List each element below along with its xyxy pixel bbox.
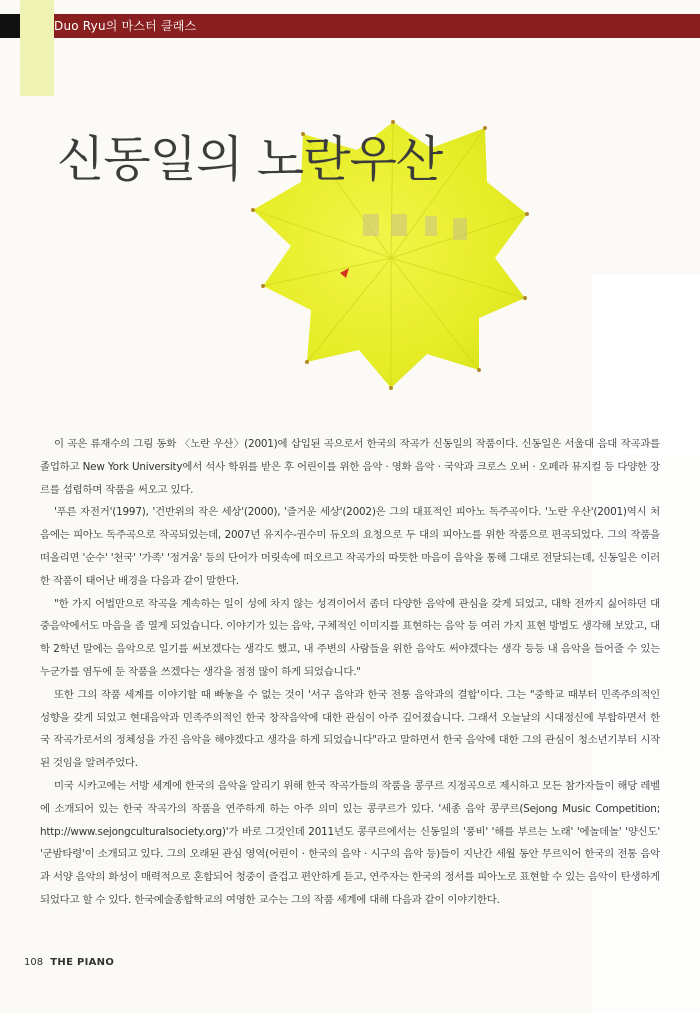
page-title: 신동일의 노란우산 <box>57 131 443 188</box>
page-footer <box>24 957 114 968</box>
page-edge-shadow <box>592 275 700 455</box>
article-paragraph: 또한 그의 작품 세계를 이야기할 때 빠놓을 수 없는 것이 '서구 음악과 한국 전통 음악과의 결합'이다. 그는 "중학교 때부터 민족주의적인 성향을 갖게 되었고 현대음악과 민족주의적인 한국 창작음악에 대한 관심이 아주 깊어졌습니다. 그래서 오늘날의 시대정신에 부합하면서 한국 작곡가로서의 정체성을 가진 음악을 해야겠다고 생각을 하게 되었습니다"라고 말하면서 한국 음악에 대한 그의 관심이 청소년기부터 시작된 것임을 알려주었다. <box>40 688 660 770</box>
section-title: Duo Ryu의 마스터 클래스 <box>54 19 197 33</box>
magazine-name: THE PIANO <box>50 957 115 968</box>
article-paragraph: 미국 시카고에는 서방 세계에 한국의 음악을 알리기 위해 한국 작곡가들의 작품을 콩쿠르 지정곡으로 제시하고 모든 참가자들이 해당 레벨에 소개되어 있는 한국 작곡가의 작품을 연주하게 하는 아주 의미 있는 콩쿠르가 있다. '세종 음악 콩쿠르(Sejong Music Competition; http://www.sejongculturalsociety.org)'가 바로 그것인데 2011년도 콩쿠르에서는 신동일의 '풍비' '해를 부르는 노래' '에놀데놀' '양신도' '군밤타령'이 소개되고 있다. 그의 오래된 관심 영역(어린이 · 한국의 음악 · 시구의 음악 등)들이 지난간 세월 동안 무르익어 한국의 전통 음악과 서양 음악의 화성이 매력적으로 혼합되어 청중이 즐겁고 편안하게 듣고, 연주자는 한국의 정서를 피아노로 표현할 수 있는 음악이 탄생하게 되었다고 할 수 있다. 한국예술종합학교의 여영한 교수는 그의 작품 세계에 대해 다음과 같이 이야기한다. <box>40 779 660 906</box>
article-paragraph: '푸른 자전거'(1997), '건반위의 작은 세상'(2000), '즐거운 세상'(2002)은 그의 대표적인 피아노 독주곡이다. '노란 우산'(2001)역시 처음에는 피아노 독주곡으로 작곡되었는데, 2007년 유지수-권수미 듀오의 요청으로 두 대의 피아노를 위한 작품으로 편곡되었다. 그의 작품을 떠올리면 '순수' '천국' '가족' '정겨움' 등의 단어가 머릿속에 떠오르고 작곡가의 따뜻한 마음이 음악을 통해 그대로 전달되는데, 신동일은 이러한 작품이 태어난 배경을 다음과 같이 말한다. <box>40 506 660 587</box>
header-tab-marker <box>20 0 54 96</box>
article-body <box>40 433 660 912</box>
article-paragraph: 이 곡은 류재수의 그림 동화 〈노란 우산〉(2001)에 삽입된 곡으로서 한국의 작곡가 신동일의 작품이다. 신동일은 서울대 음대 작곡과를 졸업하고 New York University에서 석사 학위를 받은 후 어린이를 위한 음악 · 영화 음악 · 국악과 크로스 오버 · 오페라 뮤지컬 등 다양한 장르를 섭렵하며 작품을 써오고 있다. <box>40 438 660 496</box>
article-paragraph: "한 가지 어법만으로 작곡을 계속하는 일이 성에 차지 않는 성격이어서 좀더 다양한 음악에 관심을 갖게 되었고, 대학 전까지 싫어하던 대중음악에서도 마음을 좀 열게 되었습니다. 이야기가 있는 음악, 구체적인 이미지를 표현하는 음악 등 여러 가지 표현 방법도 생각해 보았고, 대학 2학년 말에는 음악으로 일기를 써보겠다는 생각도 했고, 내 주변의 사람들을 위한 음악도 써야겠다는 생각 등등 내 음악을 들어줄 수 있는 누군가를 염두에 둔 작품을 쓰겠다는 생각을 점점 많이 하게 되었습니다." <box>40 597 660 678</box>
header-black-block <box>0 14 20 38</box>
page-number: 108 <box>24 957 44 968</box>
